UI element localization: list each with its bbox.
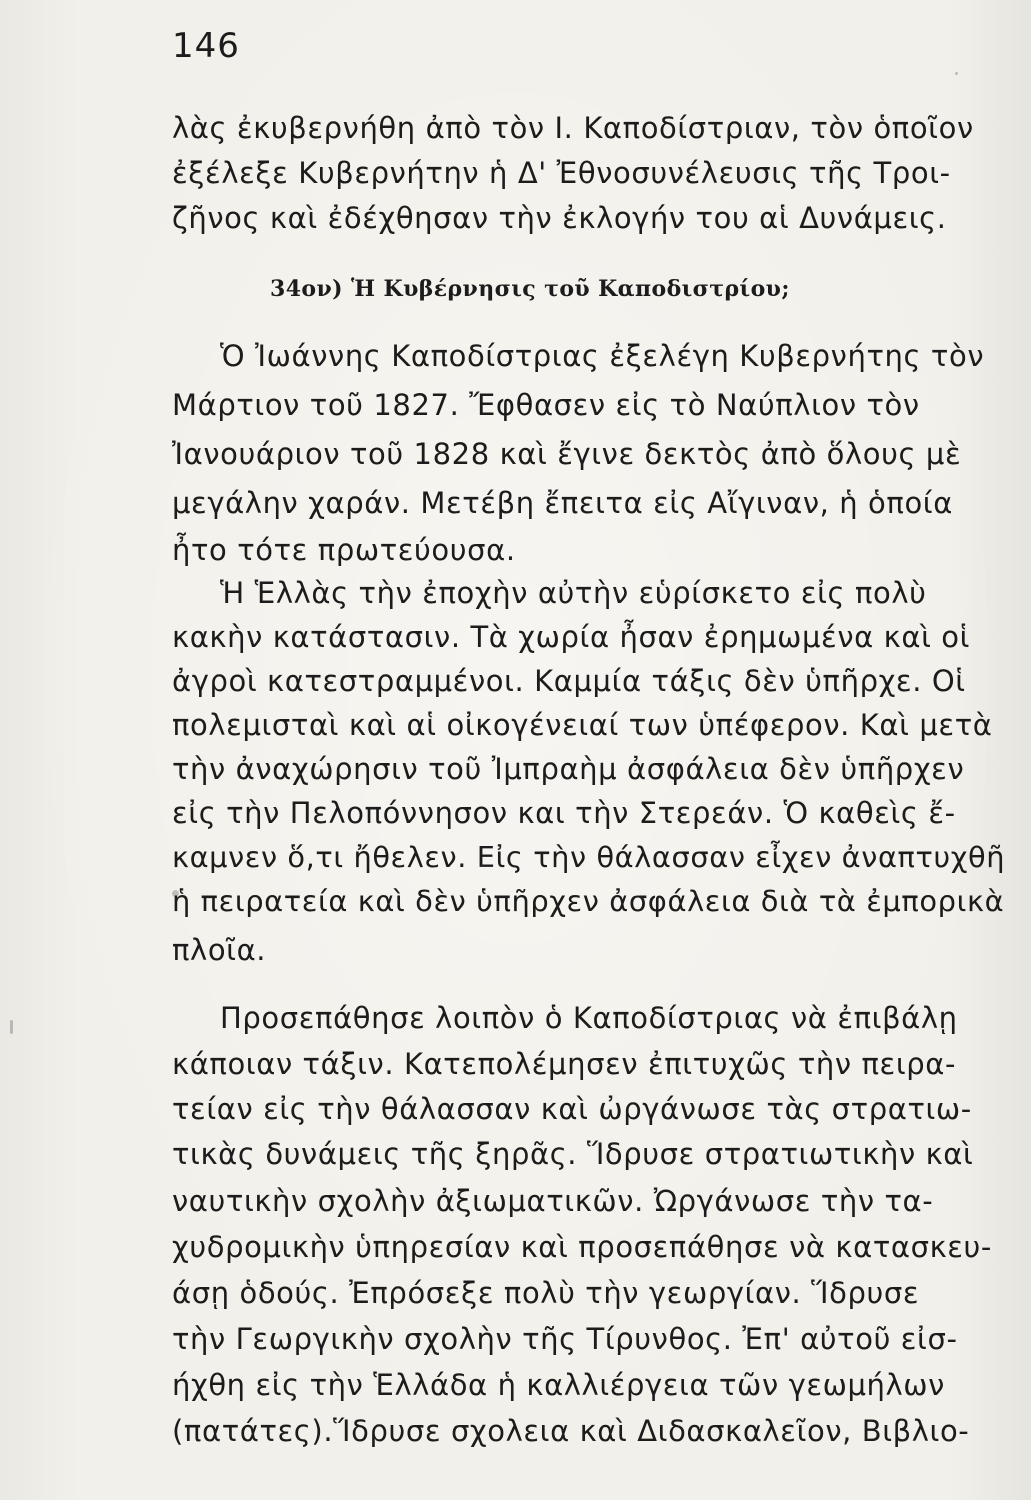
page-number: 146 [172,26,240,66]
ink-speck [955,72,958,75]
text-line: μεγάλην χαράν. Μετέβη ἔπειτα εἰς Αἴγιναν, ἡ ὁποία [172,486,953,520]
text-line: ζῆνος καὶ ἐδέχθησαν τὴν ἐκλογήν του αἱ Δυνάμεις. [172,201,947,235]
text-line: πολεμισταὶ καὶ αἱ οἰκογένειαί των ὑπέφερον. Καὶ μετὰ [172,708,993,742]
text-line: ἡ πειρατεία καὶ δὲν ὑπῆρχεν ἀσφάλεια διὰ τὰ ἐμπορικὰ [172,884,1005,918]
paragraph-first-line: Ἡ Ἑλλὰς τὴν ἐποχὴν αὐτὴν εὑρίσκετο εἰς πολὺ [220,576,927,610]
text-line: τείαν εἰς τὴν θάλασσαν καὶ ὠργάνωσε τὰς στρατιω- [172,1092,972,1126]
text-line: εἰς τὴν Πελοπόννησον και τὴν Στερεάν. Ὁ καθεὶς ἔ- [172,796,956,830]
ink-speck [172,890,179,897]
text-line: άσῃ ὁδούς. Ἐπρόσεξε πολὺ τὴν γεωργίαν. Ἵδρυσε [172,1276,920,1310]
text-line: ναυτικὴν σχολὴν ἀξιωματικῶν. Ὠργάνωσε τὴν τα- [172,1184,934,1218]
ink-speck [10,1020,13,1034]
text-line: τὴν ἀναχώρησιν τοῦ Ἰμπραὴμ ἀσφάλεια δὲν ὑπῆρχεν [172,752,965,786]
text-line: ήχθη εἰς τὴν Ἑλλάδα ἡ καλλιέργεια τῶν γεωμήλων [172,1368,945,1402]
text-line: κάποιαν τάξιν. Κατεπολέμησεν ἐπιτυχῶς τὴν πειρα- [172,1047,957,1081]
text-line: πλοῖα. [172,933,267,967]
paragraph-first-line: Προσεπάθησε λοιπὸν ὁ Καποδίστριας νὰ ἐπιβάλῃ [220,1001,958,1035]
text-line: τικὰς δυνάμεις τῆς ξηρᾶς. Ἵδρυσε στρατιωτικὴν καὶ [172,1137,974,1171]
paragraph-first-line: Ὁ Ἰωάννης Καποδίστριας ἐξελέγη Κυβερνήτης τὸν [220,339,985,373]
text-line: λὰς ἐκυβερνήθη ἀπὸ τὸν Ι. Καποδίστριαν, τὸν ὁποῖον [172,111,974,145]
text-line: Ἰανουάριον τοῦ 1828 καὶ ἔγινε δεκτὸς ἀπὸ ὅλους μὲ [172,437,962,471]
text-line: ἀγροὶ κατεστραμμένοι. Καμμία τάξις δὲν ὑπῆρχε. Οἱ [172,664,966,698]
text-line: Μάρτιον τοῦ 1827. Ἔφθασεν εἰς τὸ Ναύπλιον τὸν [172,388,920,422]
text-line: (πατάτες).Ἵδρυσε σχολεια καὶ Διδασκαλεῖον, Βιβλιο- [172,1414,970,1448]
text-line: ἦτο τότε πρωτεύουσα. [172,533,516,567]
text-line: κακὴν κατάστασιν. Τὰ χωρία ἦσαν ἐρημωμένα καὶ οἱ [172,620,971,654]
text-line: ἐξέλεξε Κυβερνήτην ἡ Δ' Ἐθνοσυνέλευσις τῆς Τροι- [172,156,951,190]
text-line: χυδρομικὴν ὑπηρεσίαν καὶ προσεπάθησε νὰ κατασκευ- [172,1230,992,1264]
text-line: καμνεν ὅ,τι ἤθελεν. Εἰς τὴν θάλασσαν εἶχεν ἀναπτυχθῆ [172,840,1006,874]
text-line: τὴν Γεωργικὴν σχολὴν τῆς Τίρυνθος. Ἐπ' αὐτοῦ εἰσ- [172,1322,958,1356]
section-heading: 34ον) Ἡ Κυβέρνησις τοῦ Καποδιστρίου; [270,276,790,302]
